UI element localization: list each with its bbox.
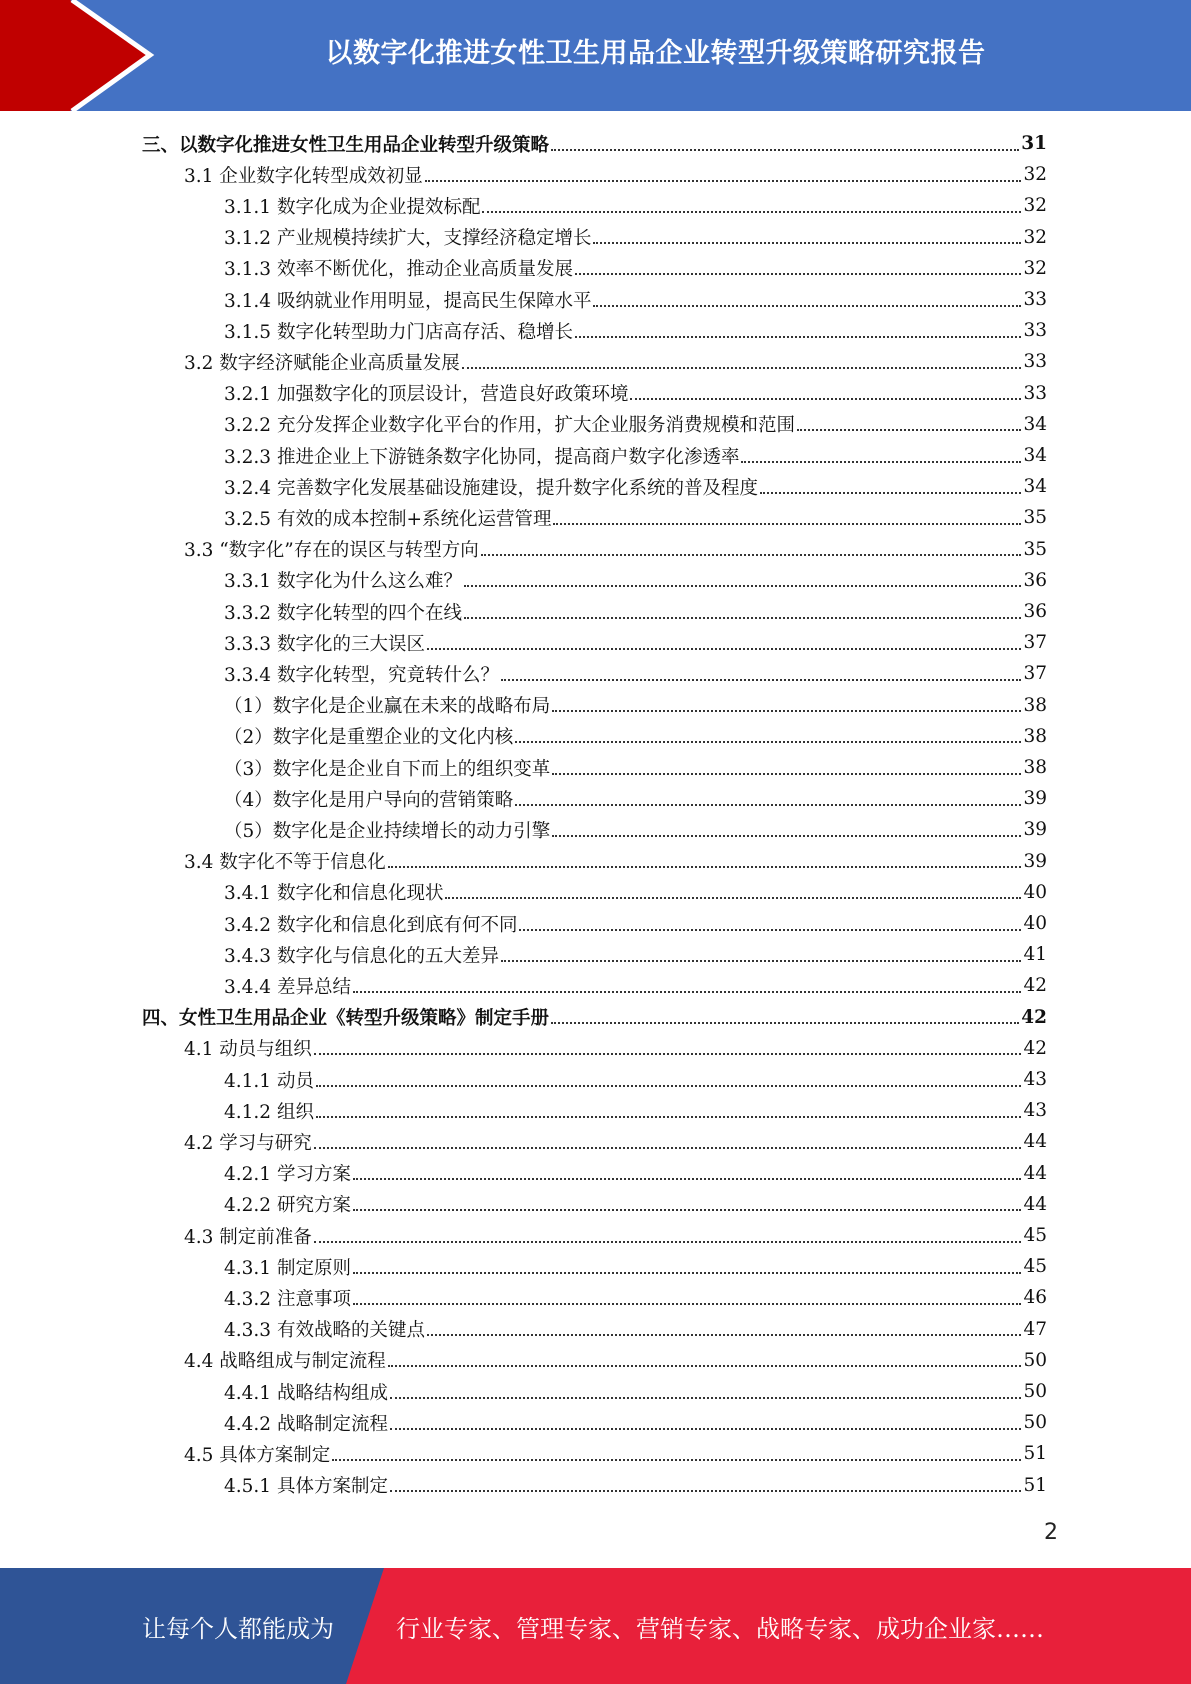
toc-entry-label: 三、以数字化推进女性卫生用品企业转型升级策略 bbox=[142, 134, 550, 156]
dot-leader bbox=[515, 741, 1021, 743]
dot-leader bbox=[481, 554, 1022, 556]
toc-entry-page: 35 bbox=[1023, 538, 1047, 560]
toc-entry[interactable] bbox=[184, 1126, 1047, 1157]
toc-entry[interactable] bbox=[224, 565, 1047, 596]
dot-leader bbox=[760, 492, 1021, 494]
toc-entry-page: 40 bbox=[1023, 913, 1047, 934]
toc-entry-label: 4.5 具体方案制定 bbox=[184, 1444, 331, 1466]
toc-entry[interactable] bbox=[184, 1220, 1047, 1251]
toc-entry[interactable] bbox=[224, 877, 1047, 908]
toc-entry[interactable] bbox=[224, 596, 1047, 627]
toc-entry-label: 3.4 数字化不等于信息化 bbox=[184, 852, 386, 874]
toc-entry-page: 34 bbox=[1023, 476, 1047, 498]
toc-entry-page: 35 bbox=[1023, 507, 1047, 529]
toc-entry[interactable] bbox=[224, 908, 1047, 939]
toc-entry-label: 4.3 制定前准备 bbox=[184, 1226, 312, 1248]
toc-entry[interactable] bbox=[224, 1158, 1047, 1189]
toc-entry[interactable] bbox=[142, 128, 1047, 159]
toc-entry-page: 36 bbox=[1023, 569, 1047, 591]
dot-leader bbox=[314, 1147, 1022, 1149]
toc-entry-page: 32 bbox=[1023, 195, 1047, 217]
toc-entry-page: 38 bbox=[1023, 694, 1047, 716]
toc-entry[interactable] bbox=[224, 1314, 1047, 1345]
toc-entry-page: 40 bbox=[1023, 881, 1047, 903]
toc-entry-label: 4.3.3 有效战略的关键点 bbox=[224, 1320, 425, 1342]
toc-entry-page: 43 bbox=[1023, 1069, 1047, 1090]
toc-entry-page: 36 bbox=[1023, 601, 1047, 622]
toc-entry[interactable] bbox=[184, 1438, 1047, 1469]
toc-entry-page: 34 bbox=[1023, 445, 1047, 466]
dot-leader bbox=[332, 1459, 1021, 1461]
toc-entry-page: 51 bbox=[1023, 1474, 1047, 1496]
toc-entry[interactable] bbox=[224, 814, 1047, 845]
toc-entry-page: 39 bbox=[1023, 819, 1047, 841]
dot-leader bbox=[630, 398, 1021, 400]
toc-entry[interactable] bbox=[224, 721, 1047, 752]
toc-entry-page: 39 bbox=[1023, 850, 1047, 872]
toc-entry-label: 3.1.4 吸纳就业作用明显，提高民生保障水平 bbox=[224, 290, 592, 312]
toc-entry-page: 39 bbox=[1023, 788, 1047, 810]
toc-entry-label: 4.1 动员与组织 bbox=[184, 1039, 312, 1061]
toc-entry-label: （5）数字化是企业持续增长的动力引擎 bbox=[224, 820, 551, 842]
toc-entry-label: 3.2.1 加强数字化的顶层设计，营造良好政策环境 bbox=[224, 384, 629, 406]
dot-leader bbox=[515, 804, 1021, 806]
toc-entry-page: 33 bbox=[1023, 320, 1047, 342]
toc-entry[interactable] bbox=[224, 627, 1047, 658]
toc-entry-page: 44 bbox=[1023, 1162, 1047, 1184]
toc-entry-page: 32 bbox=[1023, 257, 1047, 279]
toc-entry-page: 47 bbox=[1023, 1318, 1047, 1340]
toc-entry-page: 50 bbox=[1023, 1381, 1047, 1402]
toc-entry-page: 51 bbox=[1023, 1443, 1047, 1465]
dot-leader bbox=[575, 336, 1021, 338]
dot-leader bbox=[427, 648, 1021, 650]
toc-entry[interactable] bbox=[224, 253, 1047, 284]
toc-entry-page: 33 bbox=[1023, 351, 1047, 373]
dot-leader bbox=[462, 367, 1022, 369]
dot-leader bbox=[353, 1209, 1022, 1211]
toc-entry[interactable] bbox=[224, 1095, 1047, 1126]
dot-leader bbox=[593, 305, 1021, 307]
dot-leader bbox=[464, 617, 1021, 619]
dot-leader bbox=[551, 1022, 1019, 1024]
toc-entry[interactable] bbox=[224, 502, 1047, 533]
toc-entry[interactable] bbox=[224, 1189, 1047, 1220]
toc-entry[interactable] bbox=[224, 970, 1047, 1001]
toc-entry[interactable] bbox=[224, 658, 1047, 689]
toc-entry[interactable] bbox=[224, 1376, 1047, 1407]
dot-leader bbox=[316, 1116, 1022, 1118]
toc-entry-label: 3.1 企业数字化转型成效初显 bbox=[184, 165, 423, 187]
toc-entry-label: 3.4.2 数字化和信息化到底有何不同 bbox=[224, 914, 518, 936]
toc-entry-label: 4.2 学习与研究 bbox=[184, 1132, 312, 1154]
toc-entry[interactable] bbox=[184, 1033, 1047, 1064]
toc-entry-page: 37 bbox=[1023, 632, 1047, 654]
dot-leader bbox=[552, 773, 1021, 775]
toc-entry-page: 42 bbox=[1021, 1006, 1047, 1028]
dot-leader bbox=[353, 1303, 1022, 1305]
toc-entry-page: 50 bbox=[1023, 1412, 1047, 1434]
footer-slogan-right: 行业专家、管理专家、营销专家、战略专家、成功企业家…… bbox=[396, 1614, 1044, 1643]
page-header bbox=[0, 0, 1191, 111]
toc-entry-page: 46 bbox=[1023, 1287, 1047, 1309]
toc-entry-page: 32 bbox=[1023, 164, 1047, 186]
report-title: 以数字化推进女性卫生用品企业转型升级策略研究报告 bbox=[325, 37, 986, 69]
toc-entry-page: 50 bbox=[1023, 1349, 1047, 1371]
dot-leader bbox=[427, 1334, 1021, 1336]
dot-leader bbox=[464, 585, 1021, 587]
toc-entry-page: 42 bbox=[1023, 1037, 1047, 1059]
toc-entry-label: （2）数字化是重塑企业的文化内核 bbox=[224, 727, 514, 749]
toc-entry-page: 44 bbox=[1023, 1193, 1047, 1215]
toc-entry-label: 4.1.2 组织 bbox=[224, 1101, 314, 1123]
red-chevron-icon bbox=[0, 0, 160, 111]
dot-leader bbox=[316, 1085, 1022, 1087]
toc-entry[interactable] bbox=[224, 284, 1047, 315]
toc-entry-page: 41 bbox=[1023, 944, 1047, 966]
toc-entry-label: （4）数字化是用户导向的营销策略 bbox=[224, 789, 514, 811]
toc-entry-page: 45 bbox=[1023, 1225, 1047, 1246]
toc-entry-page: 37 bbox=[1023, 663, 1047, 685]
dot-leader bbox=[445, 897, 1021, 899]
toc-entry-label: 4.4.1 战略结构组成 bbox=[224, 1382, 388, 1404]
dot-leader bbox=[519, 929, 1021, 931]
toc-entry[interactable] bbox=[224, 440, 1047, 471]
toc-entry-label: 4.2.2 研究方案 bbox=[224, 1195, 351, 1217]
dot-leader bbox=[388, 1365, 1022, 1367]
toc-entry-label: 4.4 战略组成与制定流程 bbox=[184, 1351, 386, 1373]
toc-entry-page: 31 bbox=[1021, 133, 1047, 154]
dot-leader bbox=[551, 149, 1019, 151]
toc-entry-label: 4.3.1 制定原则 bbox=[224, 1257, 351, 1279]
toc-entry[interactable] bbox=[224, 190, 1047, 221]
toc-entry-page: 44 bbox=[1023, 1131, 1047, 1153]
toc-entry-label: 4.3.2 注意事项 bbox=[224, 1288, 351, 1310]
dot-leader bbox=[482, 211, 1021, 213]
dot-leader bbox=[388, 866, 1022, 868]
toc-entry-page: 38 bbox=[1023, 757, 1047, 778]
dot-leader bbox=[593, 242, 1021, 244]
dot-leader bbox=[501, 960, 1021, 962]
toc-entry[interactable] bbox=[224, 1282, 1047, 1313]
dot-leader bbox=[741, 461, 1021, 463]
toc-entry-label: 3.1.3 效率不断优化，推动企业高质量发展 bbox=[224, 259, 573, 281]
toc-entry-label: 3.4.3 数字化与信息化的五大差异 bbox=[224, 945, 499, 967]
footer-slogan-left: 让每个人都能成为 bbox=[142, 1614, 334, 1643]
toc-entry[interactable] bbox=[184, 534, 1047, 565]
dot-leader bbox=[552, 710, 1021, 712]
toc-entry[interactable] bbox=[224, 1064, 1047, 1095]
toc-entry[interactable] bbox=[224, 378, 1047, 409]
toc-entry-label: 3.3 “数字化”存在的误区与转型方向 bbox=[184, 540, 479, 562]
toc-entry[interactable] bbox=[224, 939, 1047, 970]
toc-entry-page: 42 bbox=[1023, 975, 1047, 997]
dot-leader bbox=[390, 1397, 1021, 1399]
dot-leader bbox=[353, 1272, 1022, 1274]
toc-entry-label: 3.1.1 数字化成为企业提效标配 bbox=[224, 196, 481, 218]
dot-leader bbox=[353, 1178, 1022, 1180]
dot-leader bbox=[553, 523, 1021, 525]
dot-leader bbox=[353, 991, 1022, 993]
toc-entry[interactable] bbox=[184, 346, 1047, 377]
dot-leader bbox=[552, 835, 1021, 837]
dot-leader bbox=[575, 273, 1021, 275]
toc-entry-label: 3.2.2 充分发挥企业数字化平台的作用，扩大企业服务消费规模和范围 bbox=[224, 415, 795, 437]
toc-entry-label: 4.5.1 具体方案制定 bbox=[224, 1476, 388, 1498]
dot-leader bbox=[390, 1428, 1021, 1430]
toc-entry-label: 3.4.4 差异总结 bbox=[224, 976, 351, 998]
dot-leader bbox=[390, 1490, 1021, 1492]
toc-entry[interactable] bbox=[224, 409, 1047, 440]
toc-entry[interactable] bbox=[184, 159, 1047, 190]
toc-entry[interactable] bbox=[224, 315, 1047, 346]
toc-entry-label: 4.1.1 动员 bbox=[224, 1070, 314, 1092]
toc-entry-label: 3.1.2 产业规模持续扩大，支撑经济稳定增长 bbox=[224, 228, 592, 250]
toc-entry-label: 3.2.3 推进企业上下游链条数字化协同，提高商户数字化渗透率 bbox=[224, 446, 740, 468]
toc-entry-label: 4.4.2 战略制定流程 bbox=[224, 1413, 388, 1435]
page-number: 2 bbox=[1044, 1520, 1058, 1545]
toc-entry[interactable] bbox=[142, 1002, 1047, 1033]
toc-entry-label: 3.3.2 数字化转型的四个在线 bbox=[224, 602, 462, 624]
page-footer bbox=[0, 1568, 1191, 1684]
dot-leader bbox=[314, 1241, 1022, 1243]
toc-entry-page: 38 bbox=[1023, 725, 1047, 747]
toc-entry-label: 3.3.4 数字化转型，究竟转什么？ bbox=[224, 664, 499, 686]
toc-entry-page: 33 bbox=[1023, 382, 1047, 404]
dot-leader bbox=[797, 429, 1021, 431]
toc-entry-page: 43 bbox=[1023, 1100, 1047, 1122]
toc-entry[interactable] bbox=[224, 1470, 1047, 1501]
toc-entry[interactable] bbox=[224, 222, 1047, 253]
dot-leader bbox=[425, 180, 1022, 182]
toc-entry[interactable] bbox=[224, 1251, 1047, 1282]
toc-entry[interactable] bbox=[224, 752, 1047, 783]
toc-entry[interactable] bbox=[184, 846, 1047, 877]
toc-entry-label: 4.2.1 学习方案 bbox=[224, 1164, 351, 1186]
toc-entry-label: （3）数字化是企业自下而上的组织变革 bbox=[224, 758, 551, 780]
toc-entry[interactable] bbox=[224, 783, 1047, 814]
toc-entry-label: 四、女性卫生用品企业《转型升级策略》制定手册 bbox=[142, 1008, 550, 1030]
toc-entry[interactable] bbox=[224, 471, 1047, 502]
toc-entry-label: 3.2.4 完善数字化发展基础设施建设，提升数字化系统的普及程度 bbox=[224, 477, 758, 499]
toc-entry-label: 3.3.3 数字化的三大误区 bbox=[224, 633, 425, 655]
toc-entry[interactable] bbox=[224, 1407, 1047, 1438]
toc-entry[interactable] bbox=[224, 690, 1047, 721]
toc-entry-page: 33 bbox=[1023, 289, 1047, 310]
toc-entry-label: （1）数字化是企业赢在未来的战略布局 bbox=[224, 696, 551, 718]
toc-entry-page: 45 bbox=[1023, 1256, 1047, 1278]
toc-entry-label: 3.4.1 数字化和信息化现状 bbox=[224, 883, 444, 905]
toc-entry-page: 34 bbox=[1023, 413, 1047, 435]
toc-entry-page: 32 bbox=[1023, 226, 1047, 248]
dot-leader bbox=[314, 1053, 1022, 1055]
toc-entry-label: 3.2 数字经济赋能企业高质量发展 bbox=[184, 352, 460, 374]
toc-entry-label: 3.2.5 有效的成本控制+系统化运营管理 bbox=[224, 508, 552, 530]
toc-entry-label: 3.3.1 数字化为什么这么难？ bbox=[224, 571, 462, 593]
dot-leader bbox=[501, 679, 1021, 681]
toc-entry[interactable] bbox=[184, 1345, 1047, 1376]
toc-entry-label: 3.1.5 数字化转型助力门店高存活、稳增长 bbox=[224, 321, 573, 343]
